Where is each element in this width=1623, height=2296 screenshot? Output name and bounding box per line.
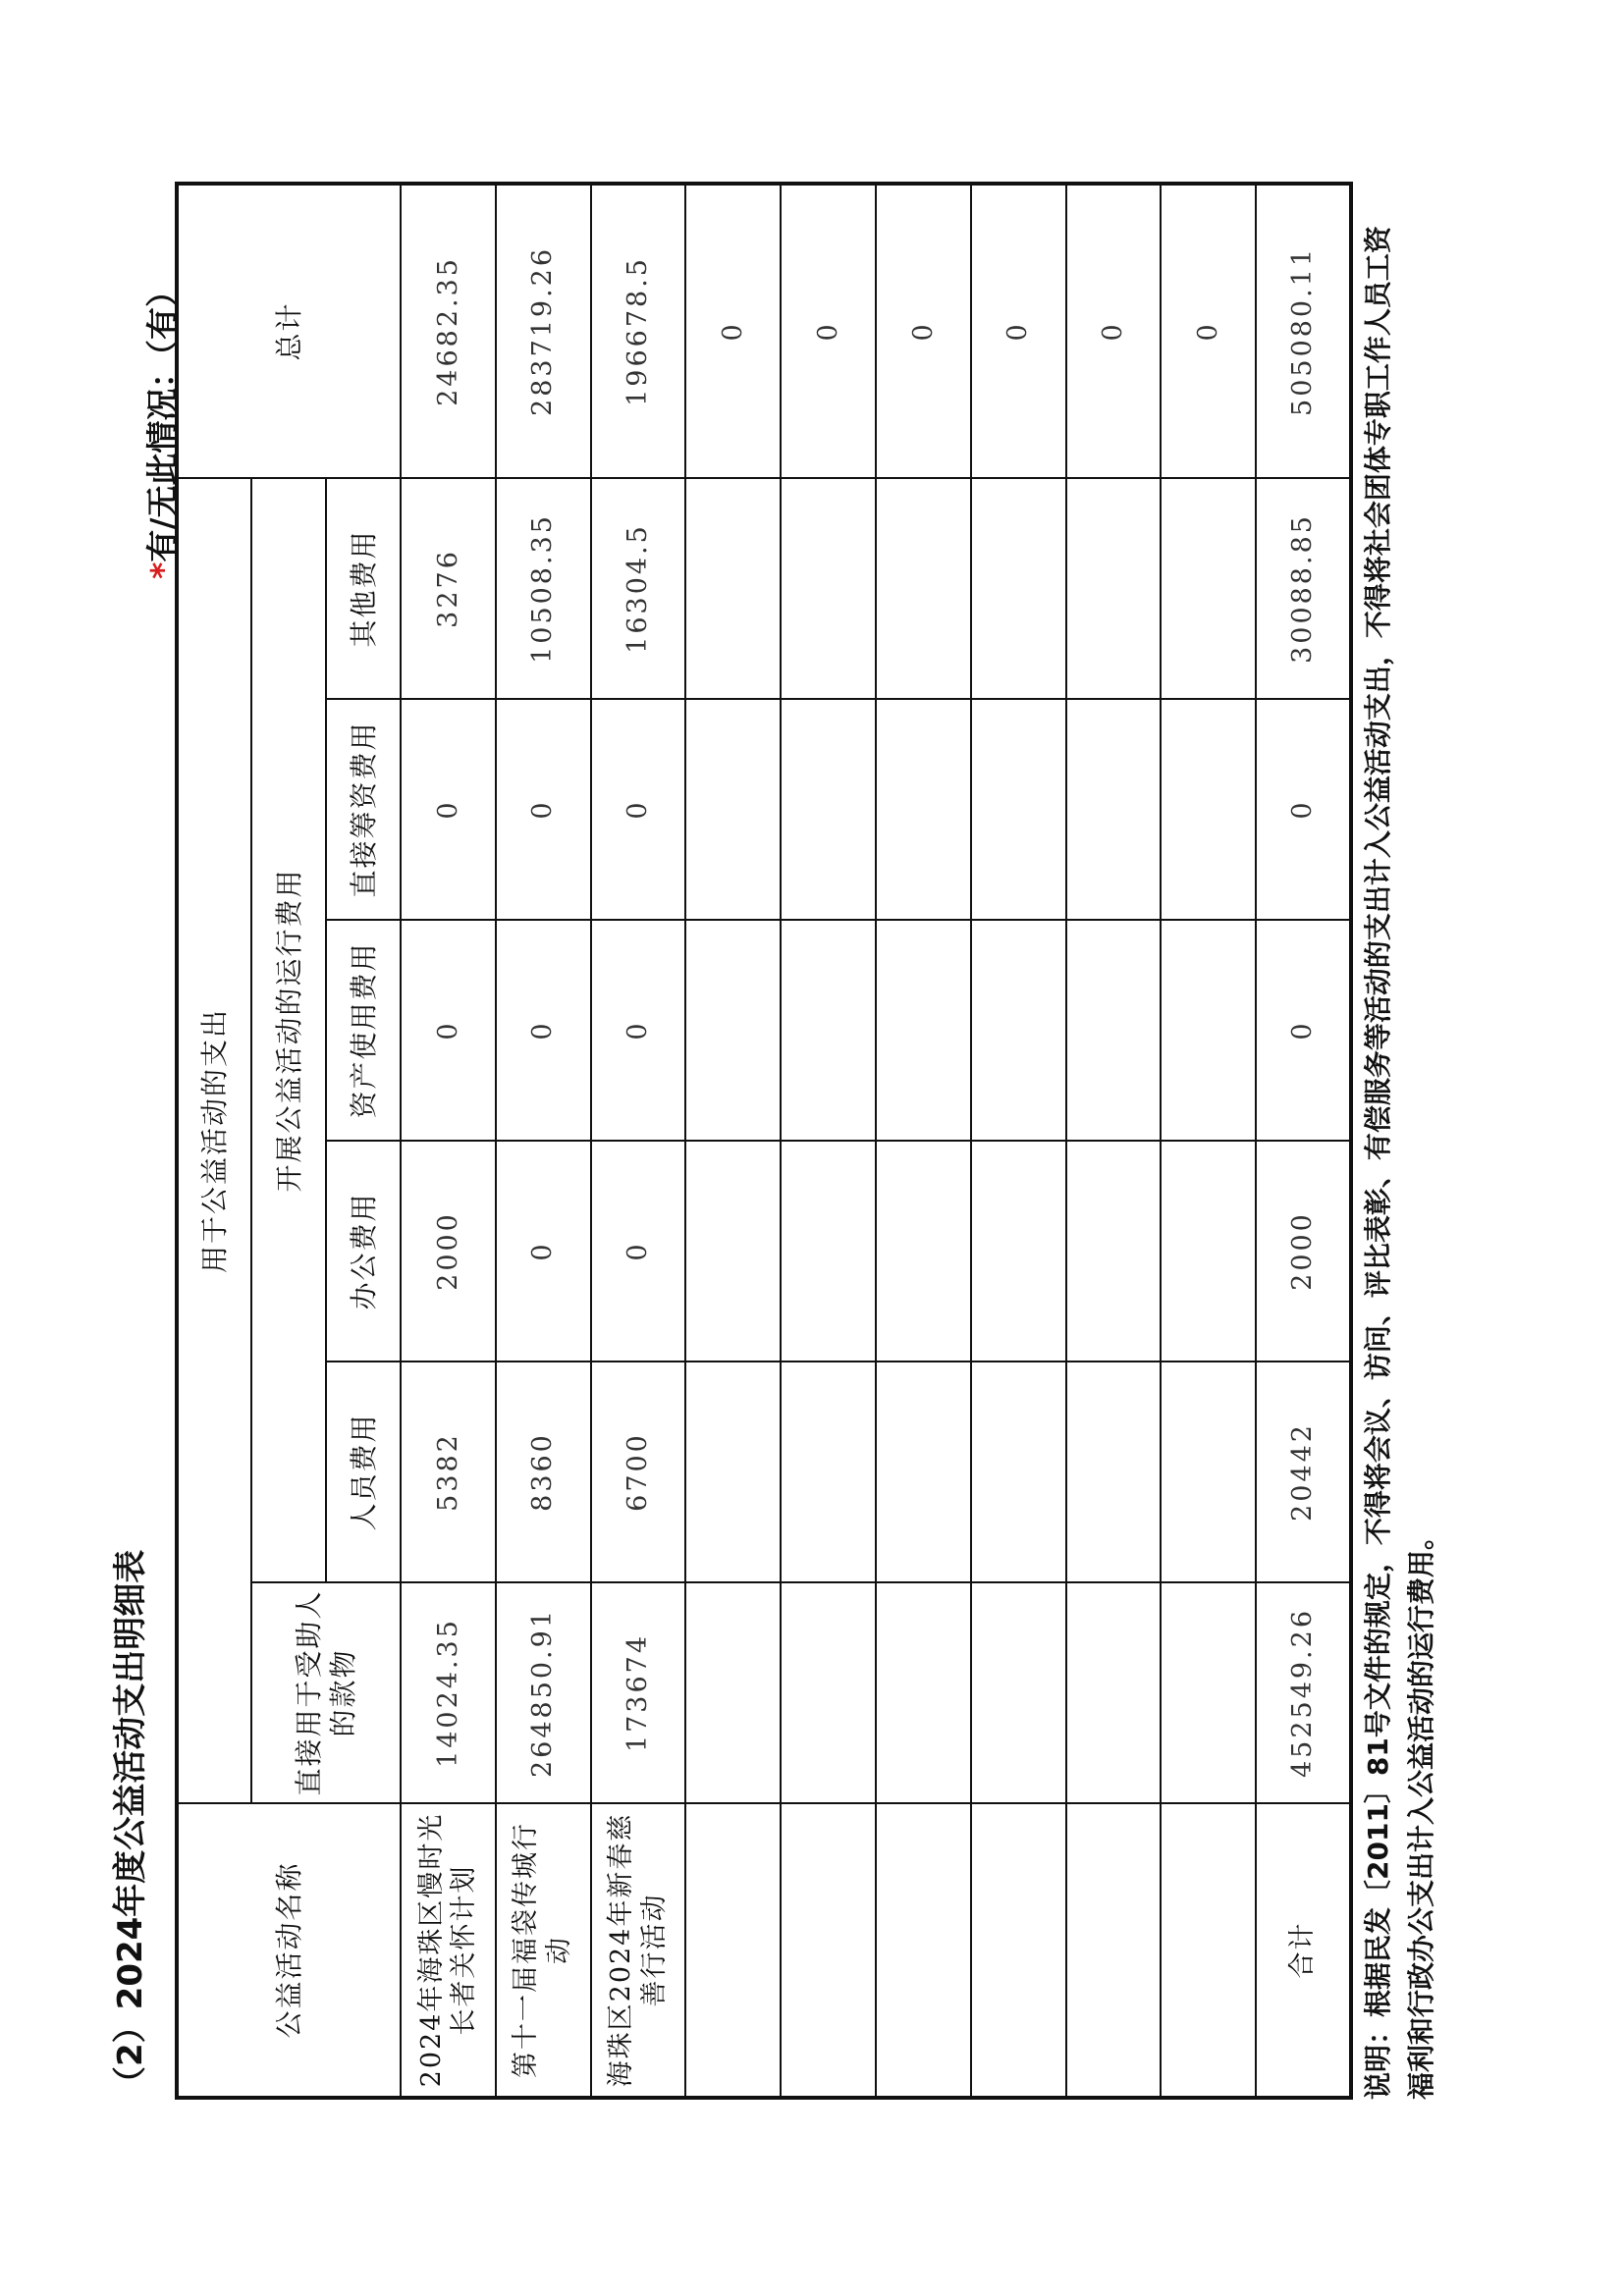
direct-aid-total-cell: 452549.26 — [1256, 1582, 1351, 1803]
table-row — [971, 184, 1066, 2098]
office-cell: 0 — [591, 1141, 686, 1362]
direct-aid-cell — [876, 1582, 971, 1803]
fundraising-cell: 0 — [401, 699, 496, 920]
asset-use-cell — [685, 920, 781, 1141]
other-cell: 10508.35 — [496, 478, 591, 699]
table-body — [401, 184, 1351, 2098]
fundraising-cell: 0 — [591, 699, 686, 920]
header-office: 办公费用 — [326, 1141, 401, 1362]
other-cell — [685, 478, 781, 699]
table-row — [876, 184, 971, 2098]
office-cell — [685, 1141, 781, 1362]
total-cell: 0 — [971, 184, 1066, 478]
personnel-cell — [971, 1362, 1066, 1582]
header-activity-name: 公益活动名称 — [177, 1803, 401, 2098]
asset-use-cell — [876, 920, 971, 1141]
header-row-1 — [177, 184, 251, 2098]
asset-use-cell: 0 — [496, 920, 591, 1141]
personnel-cell — [685, 1362, 781, 1582]
total-cell: 283719.26 — [496, 184, 591, 478]
fundraising-cell — [971, 699, 1066, 920]
personnel-cell — [876, 1362, 971, 1582]
office-cell — [781, 1141, 876, 1362]
total-cell: 0 — [876, 184, 971, 478]
asset-use-cell — [1161, 920, 1256, 1141]
header-total: 总计 — [177, 184, 401, 478]
other-cell: 16304.5 — [591, 478, 686, 699]
activity-name-cell: 2024年海珠区慢时光长者关怀计划 — [401, 1803, 496, 2098]
direct-aid-cell — [1066, 1582, 1162, 1803]
office-total-cell: 2000 — [1256, 1141, 1351, 1362]
header-direct-aid: 直接用于受助人的款物 — [251, 1582, 401, 1803]
total-row — [1256, 184, 1351, 2098]
activity-name-cell — [685, 1803, 781, 2098]
personnel-cell — [1066, 1362, 1162, 1582]
fundraising-total-cell: 0 — [1256, 699, 1351, 920]
section-title: （2）2024年度公益活动支出明细表 — [111, 1549, 150, 2100]
office-cell: 2000 — [401, 1141, 496, 1362]
other-cell — [781, 478, 876, 699]
total-cell: 0 — [781, 184, 876, 478]
personnel-total-cell: 20442 — [1256, 1362, 1351, 1582]
other-total-cell: 30088.85 — [1256, 478, 1351, 699]
header-spending-group: 用于公益活动的支出 — [177, 478, 251, 1803]
office-cell — [876, 1141, 971, 1362]
table-row — [685, 184, 781, 2098]
direct-aid-cell: 264850.91 — [496, 1582, 591, 1803]
other-cell — [876, 478, 971, 699]
office-cell — [1066, 1141, 1162, 1362]
header-operating-group: 开展公益活动的运行费用 — [251, 478, 326, 1582]
total-cell: 0 — [685, 184, 781, 478]
activity-name-cell — [781, 1803, 876, 2098]
header-fundraising: 直接筹资费用 — [326, 699, 401, 920]
asset-use-cell: 0 — [591, 920, 686, 1141]
activity-name-cell — [1161, 1803, 1256, 2098]
total-label-cell: 合计 — [1256, 1803, 1351, 2098]
fundraising-cell: 0 — [496, 699, 591, 920]
personnel-cell: 8360 — [496, 1362, 591, 1582]
fundraising-cell — [685, 699, 781, 920]
header-asset-use: 资产使用费用 — [326, 920, 401, 1141]
total-cell: 0 — [1066, 184, 1162, 478]
activity-name-cell — [1066, 1803, 1162, 2098]
other-cell — [1066, 478, 1162, 699]
fundraising-cell — [1066, 699, 1162, 920]
asset-use-total-cell: 0 — [1256, 920, 1351, 1141]
table-row — [401, 184, 496, 2098]
office-cell — [1161, 1141, 1256, 1362]
fundraising-cell — [1161, 699, 1256, 920]
activity-name-cell: 海珠区2024年新春慈善行活动 — [591, 1803, 686, 2098]
office-cell: 0 — [496, 1141, 591, 1362]
expenditure-table-wrap — [175, 186, 1353, 2100]
activity-name-cell: 第十一届福袋传城行动 — [496, 1803, 591, 2098]
other-cell — [1161, 478, 1256, 699]
status-text: 有/无此情况：（有） — [143, 275, 182, 562]
total-cell: 0 — [1161, 184, 1256, 478]
fundraising-cell — [781, 699, 876, 920]
asset-use-cell — [971, 920, 1066, 1141]
table-row — [1066, 184, 1162, 2098]
direct-aid-cell: 14024.35 — [401, 1582, 496, 1803]
expenditure-table — [175, 182, 1353, 2100]
footnote: 说明：根据民发〔2011〕81号文件的规定，不得将会议、访问、评比表彰、有偿服务等活动的支出计入公益活动支出，不得将社会团体专职工作人员工资福利和行政办公支出计入公益活动的运行费用。 — [1362, 226, 1437, 2100]
asset-use-cell — [1066, 920, 1162, 1141]
office-cell — [971, 1141, 1066, 1362]
personnel-cell: 5382 — [401, 1362, 496, 1582]
fundraising-cell — [876, 699, 971, 920]
direct-aid-cell: 173674 — [591, 1582, 686, 1803]
header-personnel: 人员费用 — [326, 1362, 401, 1582]
asset-use-cell: 0 — [401, 920, 496, 1141]
other-cell — [971, 478, 1066, 699]
table-row — [1161, 184, 1256, 2098]
activity-name-cell — [876, 1803, 971, 2098]
grand-total-cell: 505080.11 — [1256, 184, 1351, 478]
table-row — [591, 184, 686, 2098]
direct-aid-cell — [781, 1582, 876, 1803]
personnel-cell — [781, 1362, 876, 1582]
table-row — [496, 184, 591, 2098]
personnel-cell — [1161, 1362, 1256, 1582]
other-cell: 3276 — [401, 478, 496, 699]
activity-name-cell — [971, 1803, 1066, 2098]
asset-use-cell — [781, 920, 876, 1141]
direct-aid-cell — [1161, 1582, 1256, 1803]
table-row — [781, 184, 876, 2098]
direct-aid-cell — [971, 1582, 1066, 1803]
total-cell: 196678.5 — [591, 184, 686, 478]
personnel-cell: 6700 — [591, 1362, 686, 1582]
direct-aid-cell — [685, 1582, 781, 1803]
total-cell: 24682.35 — [401, 184, 496, 478]
required-star: * — [143, 561, 182, 579]
header-other: 其他费用 — [326, 478, 401, 699]
